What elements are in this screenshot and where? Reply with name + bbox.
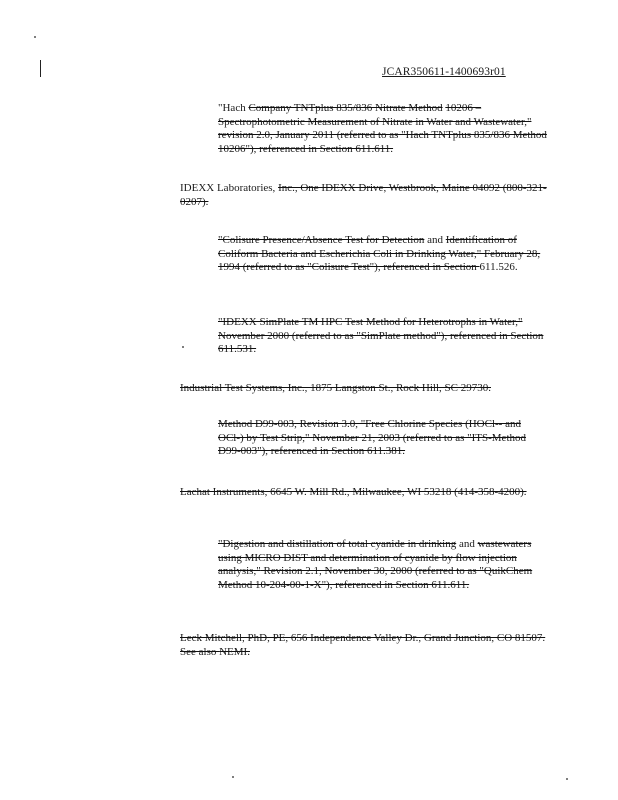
document-id-header: JCAR350611-1400693r01 (382, 66, 506, 78)
colisure-test-reference: "Colisure Presence/Absence Test for Detection and Identification of Coliform Bacteria and Escherichia Coli in Drinking Water," February 28, 1994 (referred to as "Colisure Test"), referenced in Section 611.526. (218, 234, 541, 273)
industrial-test-systems-address: Industrial Test Systems, Inc., 1875 Langston St., Rock Hill, SC 29730. (180, 382, 491, 394)
scan-speck (232, 776, 234, 778)
scan-speck (34, 36, 36, 38)
its-method-reference: Method D99-003, Revision 3.0, "Free Chlorine Species (HOCl-- and OCl-) by Test Strip," November 21, 2003 (referred to as "ITS-Method D99-003"), referenced in Section 611.381. (218, 418, 526, 457)
scan-speck (182, 346, 184, 348)
scan-speck (566, 778, 568, 780)
margin-change-bar (40, 60, 41, 77)
hach-method-reference: "Hach Company TNTplus 835/836 Nitrate Method 10206 – Spectrophotometric Measurement of Nitrate in Water and Wastewater," revision 2.0, January 2011 (referred to as "Hach TNTplus 835/836 Method 10206"), referenced in Section 611.611. (218, 102, 547, 155)
leck-mitchell-address: Leck Mitchell, PhD, PE, 656 Independence Valley Dr., Grand Junction, CO 81507. See also NEMI. (180, 632, 546, 658)
quikchem-method-reference: "Digestion and distillation of total cyanide in drinking and wastewaters using MICRO DIST and determination of cyanide by flow injection analysis," Revision 2.1, November 30, 2000 (referred to as "QuikChem Method 10-204-00-1-X"), referenced in Section 611.611. (218, 538, 533, 591)
idexx-laboratories-address: IDEXX Laboratories, Inc., One IDEXX Drive, Westbrook, Maine 04092 (800-321-0207). (180, 182, 547, 208)
lachat-instruments-address: Lachat Instruments, 6645 W. Mill Rd., Milwaukee, WI 53218 (414-358-4200). (180, 486, 527, 498)
simplate-method-reference: "IDEXX SimPlate TM HPC Test Method for Heterotrophs in Water," November 2000 (referred to as "SimPlate method"), referenced in Section 611.531. (218, 316, 544, 355)
